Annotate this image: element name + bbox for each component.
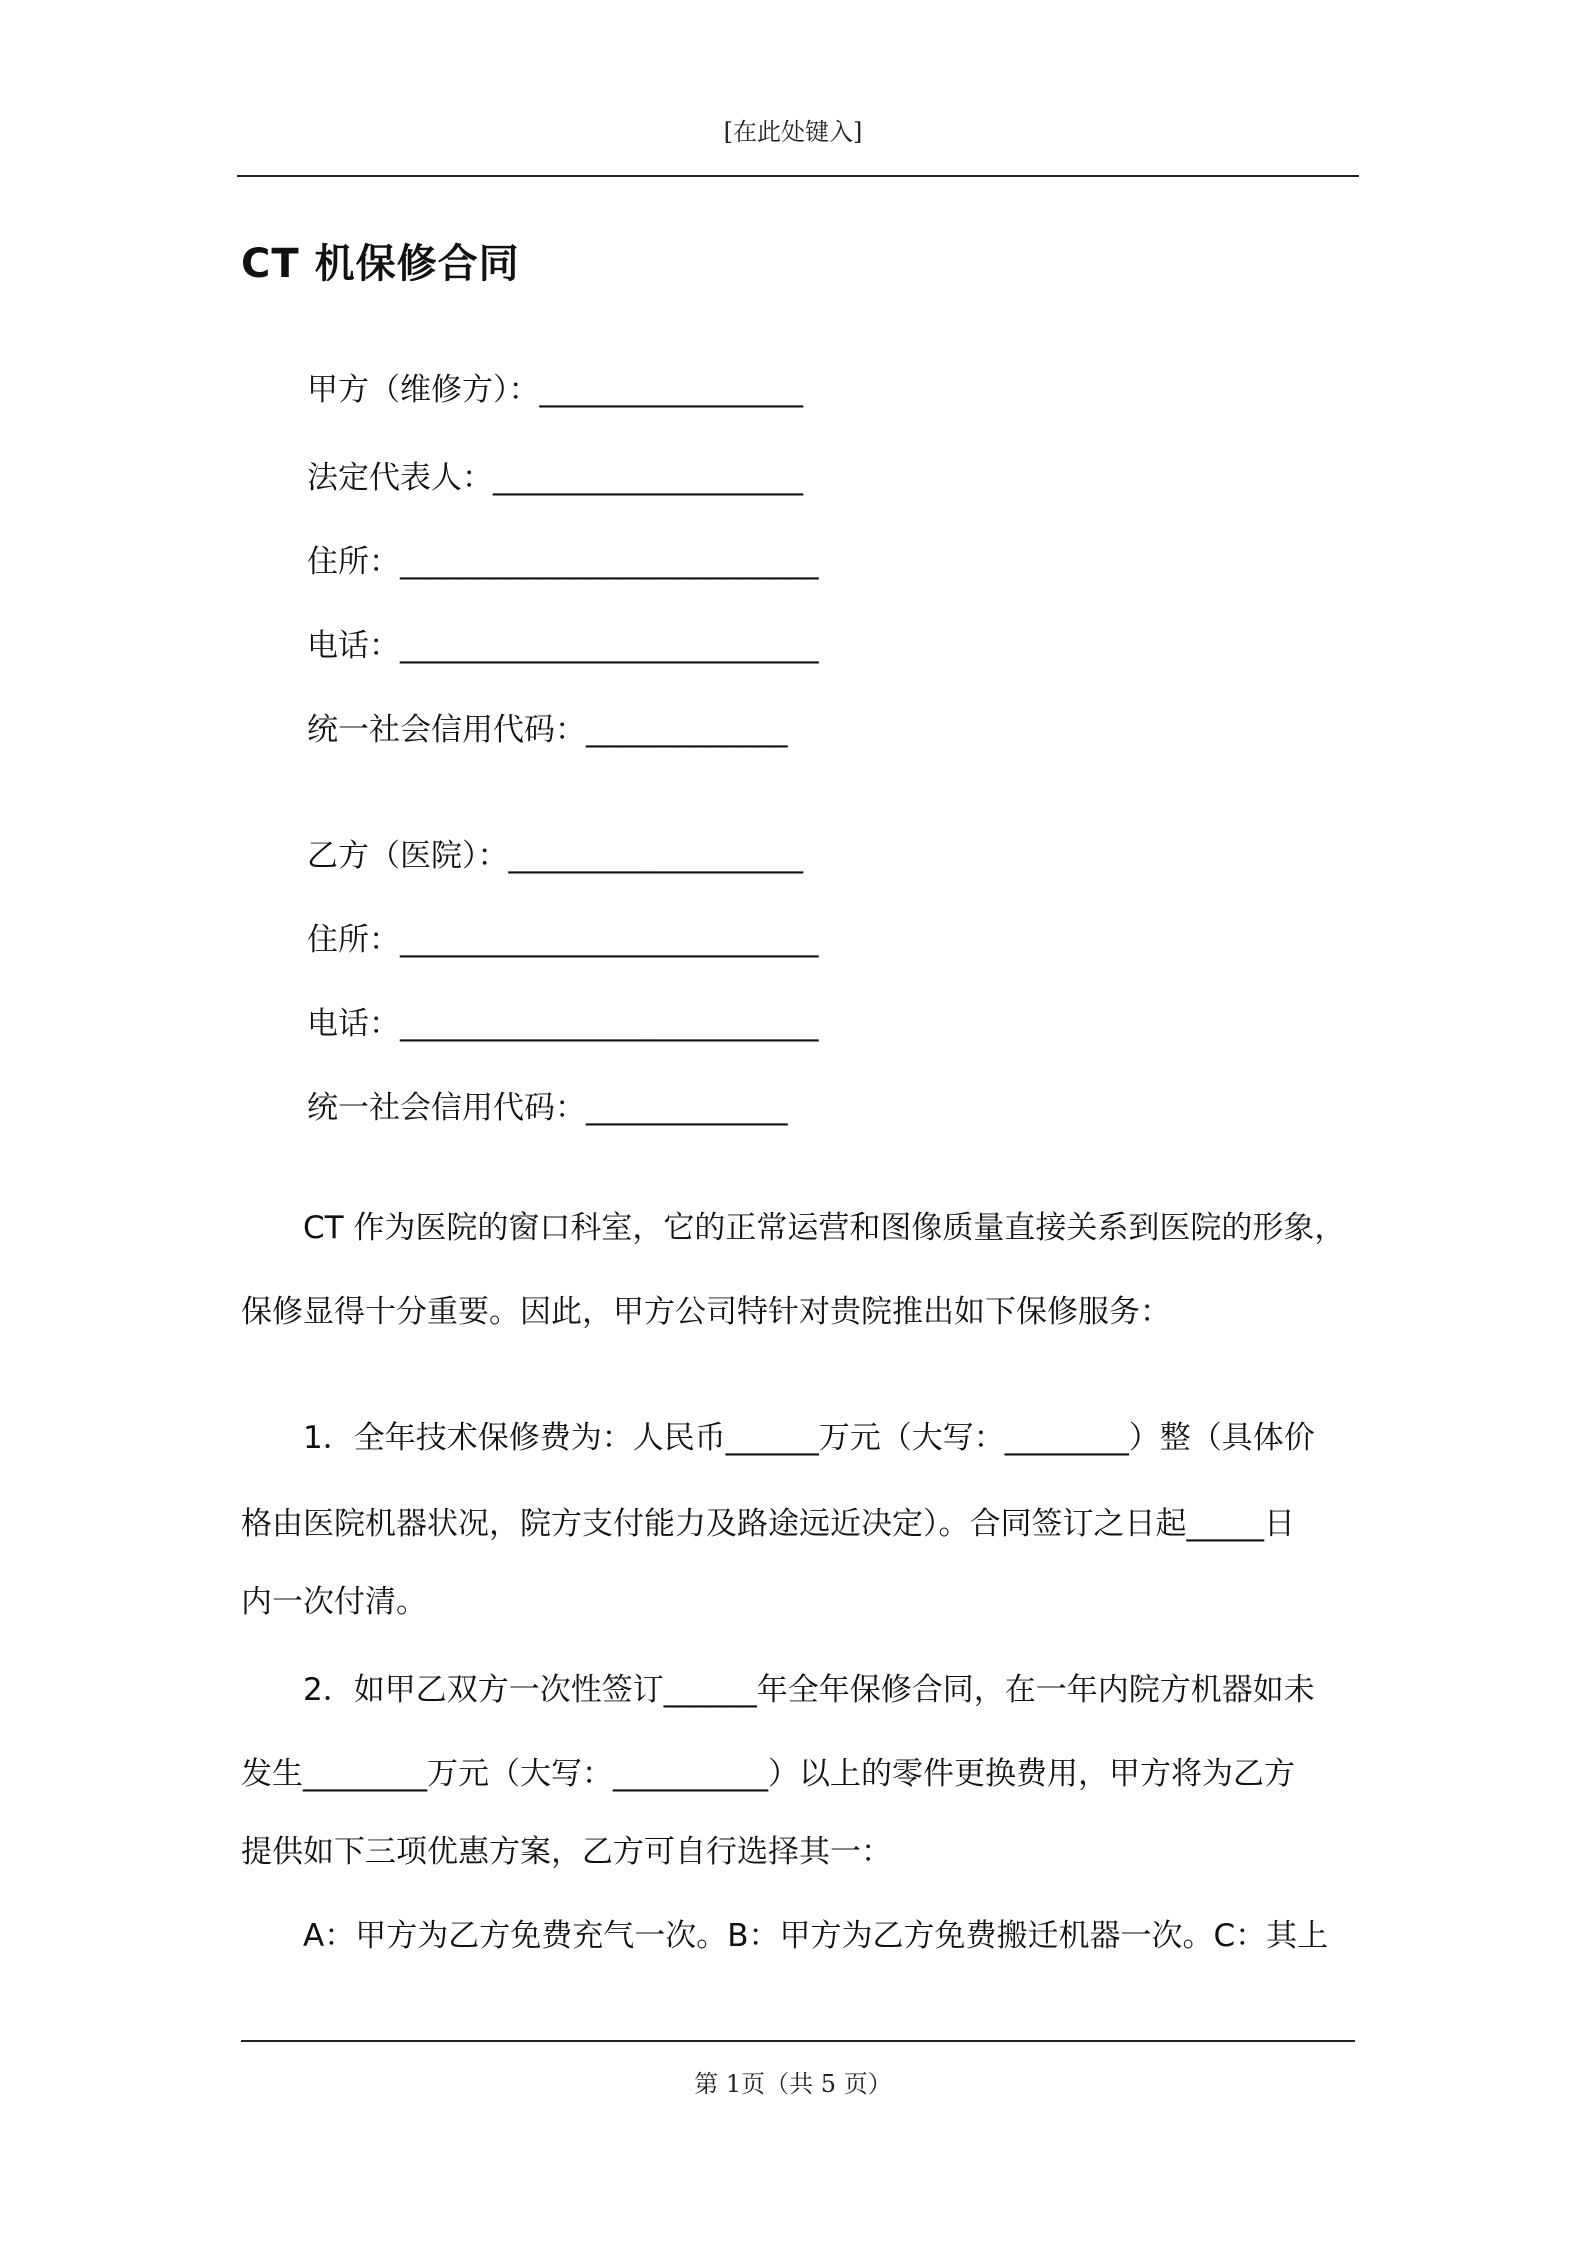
clause-1-line: 1．全年技术保修费为：人民币______万元（大写：________）整（具体价 <box>241 1420 1315 1456</box>
party-a-phone-field: 电话：___________________________ <box>307 628 819 664</box>
clause-2-line: 提供如下三项优惠方案，乙方可自行选择其一： <box>241 1834 892 1870</box>
document-title: CT 机保修合同 <box>241 241 520 287</box>
party-b-name-field: 乙方（医院）：___________________ <box>307 838 803 874</box>
intro-line: CT 作为医院的窗口科室，它的正常运营和图像质量直接关系到医院的形象， <box>241 1210 1346 1246</box>
party-a-address-field: 住所：___________________________ <box>307 544 819 580</box>
footer-rule <box>241 2040 1355 2042</box>
party-a-credit-code-field: 统一社会信用代码：_____________ <box>307 712 788 748</box>
page-number: 第 1页（共 5 页） <box>694 2070 892 2098</box>
clause-1-line: 格由医院机器状况，院方支付能力及路途远近决定）。合同签订之日起_____日 <box>241 1506 1295 1542</box>
clause-2-line: 发生________万元（大写：__________）以上的零件更换费用，甲方将为乙方 <box>241 1756 1295 1792</box>
header-rule <box>237 175 1359 177</box>
clause-2-line: 2．如甲乙双方一次性签订______年全年保修合同，在一年内院方机器如未 <box>241 1672 1315 1708</box>
party-b-address-field: 住所：___________________________ <box>307 922 819 958</box>
party-b-credit-code-field: 统一社会信用代码：_____________ <box>307 1090 788 1126</box>
party-a-representative-field: 法定代表人：____________________ <box>307 460 803 496</box>
clause-1-line: 内一次付清。 <box>241 1584 427 1620</box>
clause-2-line: A：甲方为乙方免费充气一次。B：甲方为乙方免费搬迁机器一次。C：其上 <box>241 1918 1329 1954</box>
intro-line: 保修显得十分重要。因此，甲方公司特针对贵院推出如下保修服务： <box>241 1294 1171 1330</box>
party-b-phone-field: 电话：___________________________ <box>307 1006 819 1042</box>
party-a-name-field: 甲方（维修方）：_________________ <box>307 372 803 408</box>
page-header-text: [在此处键入] <box>723 118 863 146</box>
